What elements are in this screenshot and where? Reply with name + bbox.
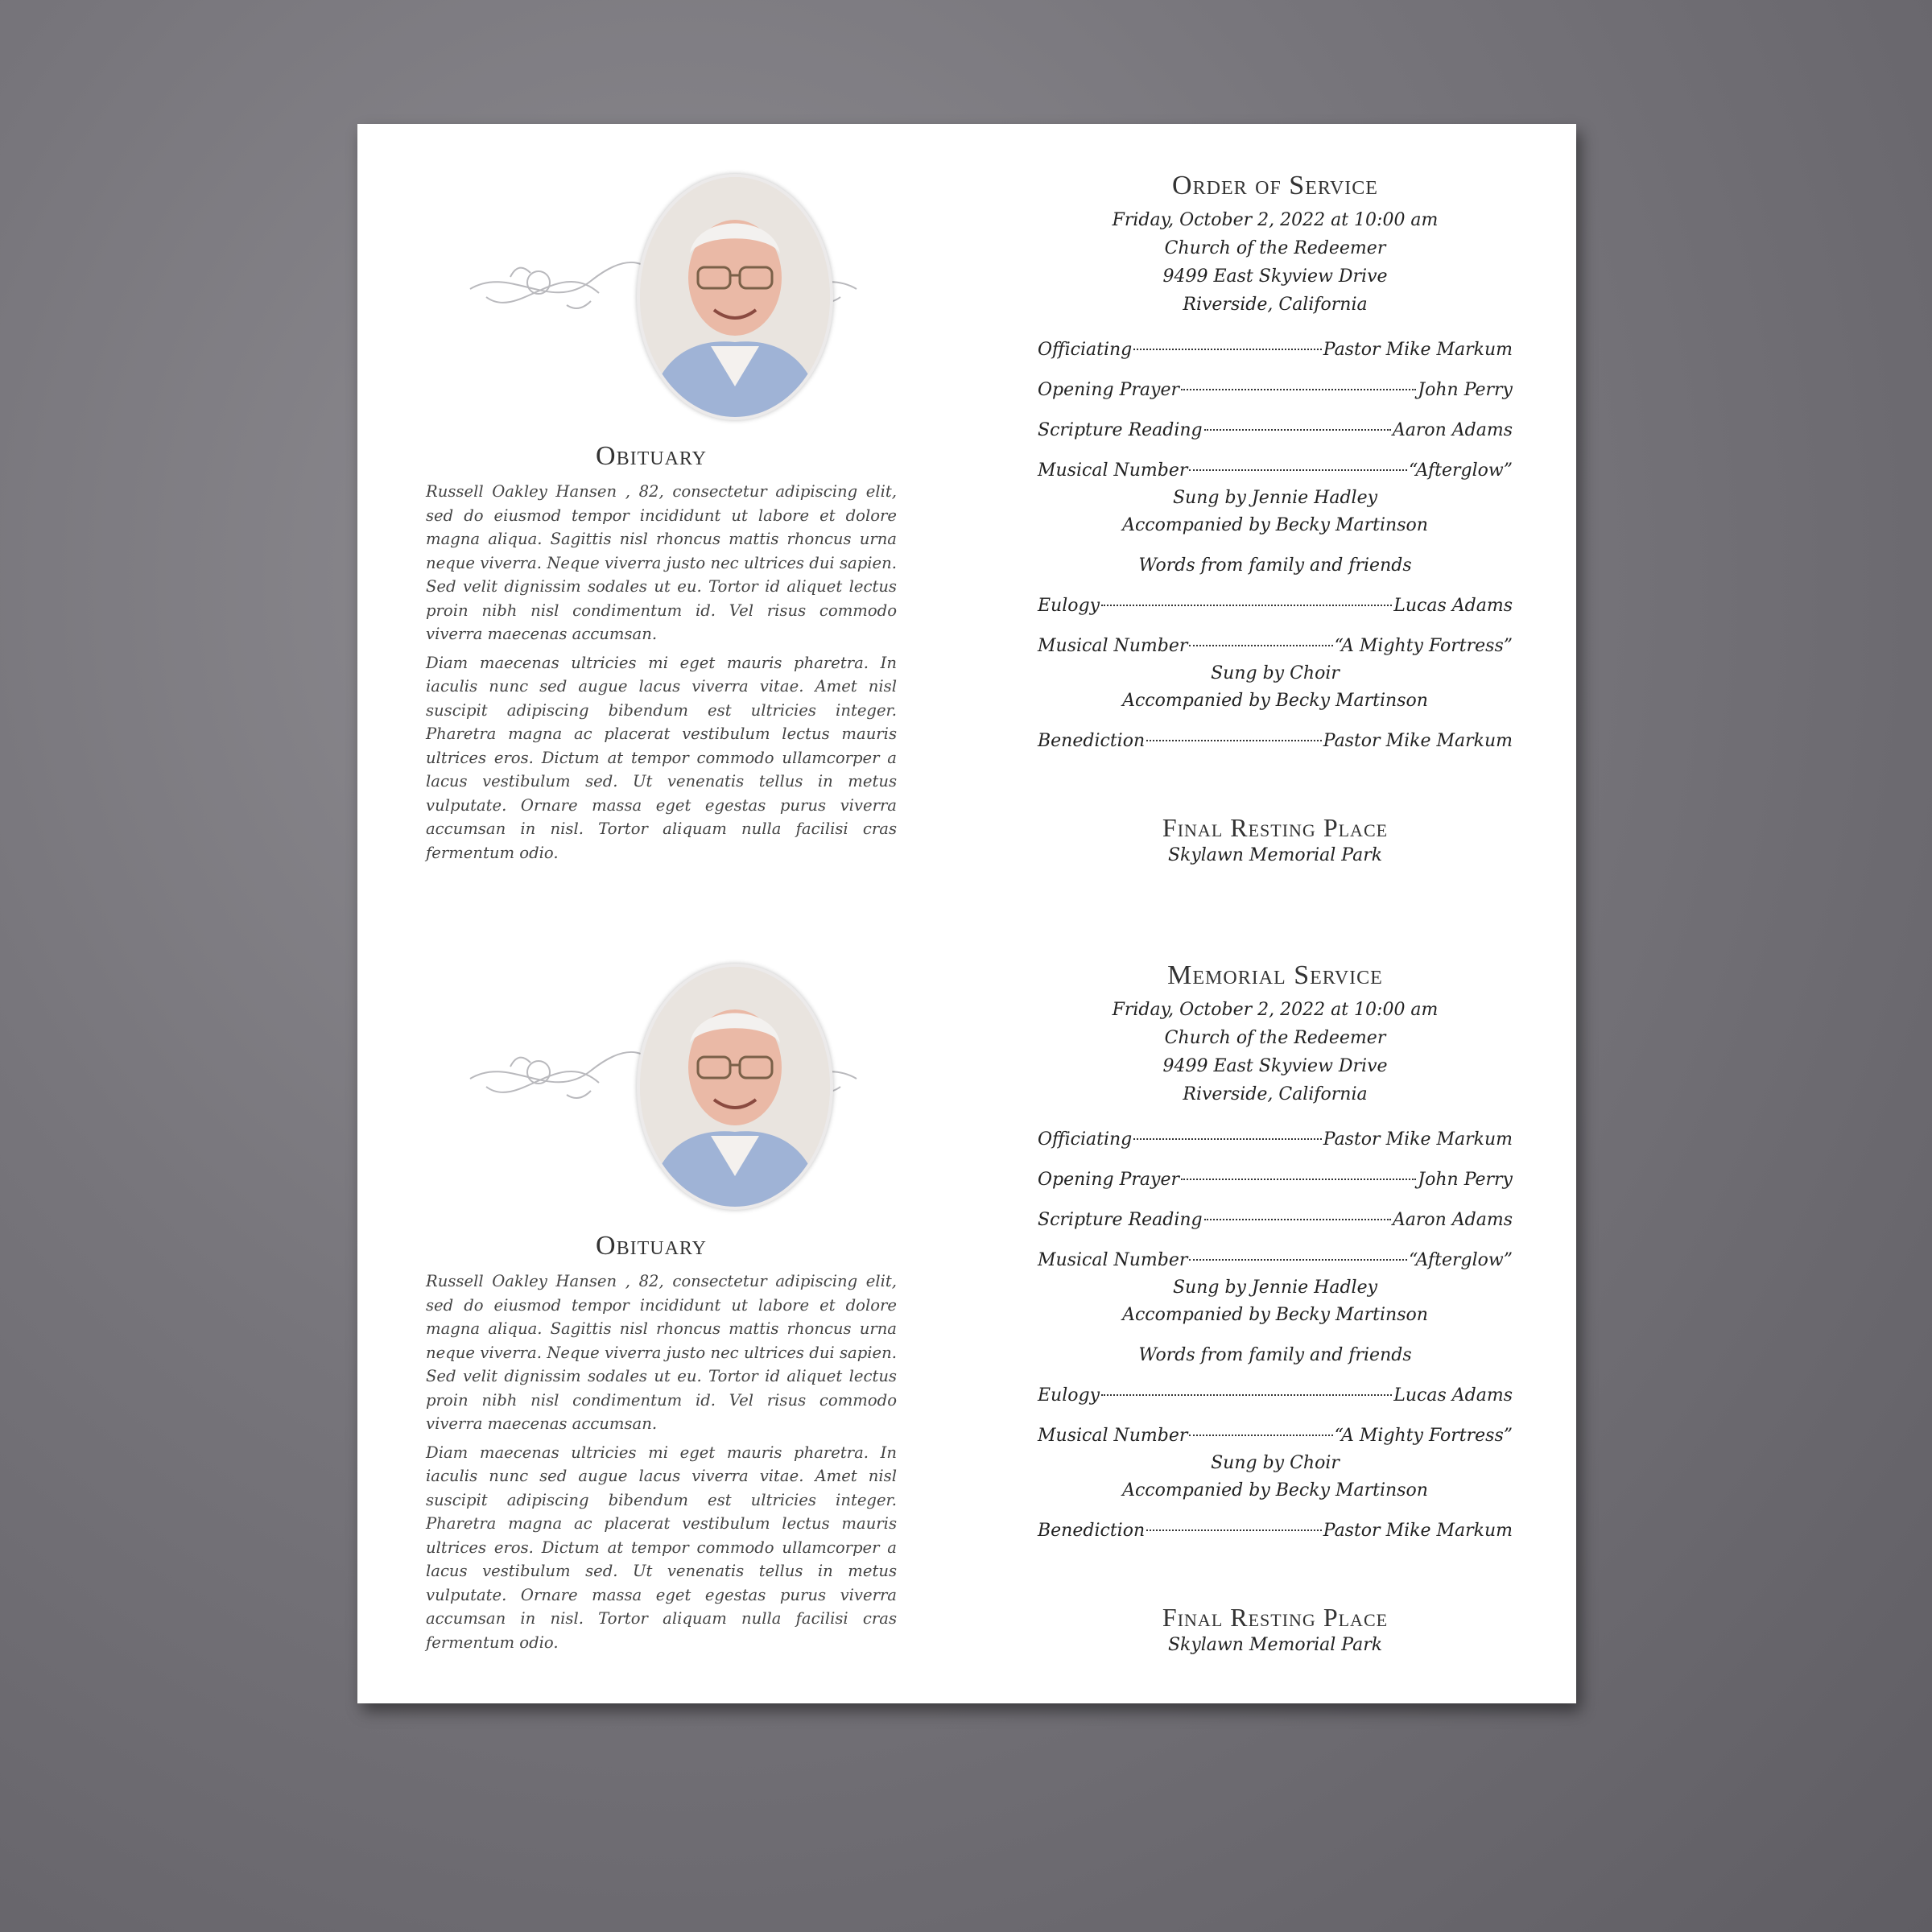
leader-dots	[1146, 1530, 1322, 1531]
sung-by: Sung by Jennie Hadley	[1172, 488, 1378, 508]
program-value: Aaron Adams	[1392, 420, 1513, 440]
program-value: Lucas Adams	[1393, 1385, 1513, 1406]
service-details	[1038, 996, 1513, 1108]
program-panel-bottom	[357, 914, 1576, 1703]
program-value: Aaron Adams	[1392, 1210, 1513, 1230]
service-address: 9499 East Skyview Drive	[1162, 1056, 1388, 1076]
program-row-scripture	[1038, 417, 1513, 444]
program-value: Pastor Mike Markum	[1323, 1521, 1513, 1541]
service-date: Friday, October 2, 2022 at 10:00 am	[1112, 1000, 1439, 1020]
obituary-paragraph: Diam maecenas ultricies mi eget mauris pharetra. In iaculis nunc sed augue lacus viverra vitae. Amet nisl suscipit adipiscing bibendum est ultricies integer. Pharetra magna ac placerat vestibulum lectus mauris ultrices eros. Dictum at tempor commodo ullamcorper a lacus vestibulum sed. Ut venenatis tellus in metus vulputate. Ornare massa eget egestas purus viverra accumsan in nisl. Tortor aliquam nulla facilisi cras fermentum odio.	[426, 653, 897, 862]
service-city: Riverside, California	[1183, 295, 1368, 315]
accompanied-by: Accompanied by Becky Martinson	[1122, 1480, 1428, 1501]
program-value: “A Mighty Fortress”	[1334, 1426, 1513, 1446]
obituary-paragraph: Diam maecenas ultricies mi eget mauris pharetra. In iaculis nunc sed augue lacus viverra vitae. Amet nisl suscipit adipiscing bibendum est ultricies integer. Pharetra magna ac placerat vestibulum lectus mauris ultrices eros. Dictum at tempor commodo ullamcorper a lacus vestibulum sed. Ut venenatis tellus in metus vulputate. Ornare massa eget egestas purus viverra accumsan in nisl. Tortor aliquam nulla facilisi cras fermentum odio.	[426, 1443, 897, 1652]
program-row-musical-1	[1038, 1247, 1513, 1274]
service-column	[1038, 914, 1521, 1703]
service-venue: Church of the Redeemer	[1164, 238, 1386, 258]
service-column	[1038, 124, 1521, 914]
program-value: “Afterglow”	[1409, 460, 1513, 481]
program-row-benediction	[1038, 728, 1513, 755]
leader-dots	[1189, 1259, 1407, 1261]
leader-dots	[1181, 389, 1416, 390]
final-resting-place: Skylawn Memorial Park	[1167, 1635, 1383, 1655]
leader-dots	[1146, 740, 1322, 741]
service-venue: Church of the Redeemer	[1164, 1028, 1386, 1048]
program-panel-top	[357, 124, 1576, 914]
program-label: Opening Prayer	[1038, 380, 1179, 400]
program-value: Pastor Mike Markum	[1323, 340, 1513, 360]
program-row-musical-1	[1038, 457, 1513, 485]
words-family-friends: Words from family and friends	[1138, 555, 1412, 576]
leader-dots	[1189, 645, 1332, 646]
program-label: Scripture Reading	[1038, 1210, 1203, 1230]
leader-dots	[1133, 349, 1321, 350]
accompanied-by: Accompanied by Becky Martinson	[1122, 515, 1428, 535]
leader-dots	[1189, 1435, 1332, 1436]
sung-by: Sung by Choir	[1211, 663, 1340, 683]
program-value: Lucas Adams	[1393, 596, 1513, 616]
program-row-musical-2	[1038, 633, 1513, 660]
program-label: Musical Number	[1038, 636, 1188, 656]
obituary-paragraph: Russell Oakley Hansen , 82, consectetur adipiscing elit, sed do eiusmod tempor incididunt ut labore et dolore magna aliqua. Sagittis nisl rhoncus mattis rhoncus urna neque viverra. Neque viverra justo nec ultrices dui sapien. Sed velit dignissim sodales ut eu. Tortor id aliquet lectus proin nibh nisl condimentum id. Vel risus commodo viverra maecenas accumsan.	[426, 482, 897, 643]
leader-dots	[1204, 1219, 1391, 1220]
program-label: Musical Number	[1038, 1426, 1188, 1446]
program-value: John Perry	[1418, 380, 1513, 400]
service-address: 9499 East Skyview Drive	[1162, 266, 1388, 287]
service-details	[1038, 206, 1513, 319]
service-title: Order of Service	[1172, 171, 1378, 200]
program-row-eulogy	[1038, 592, 1513, 620]
service-city: Riverside, California	[1183, 1084, 1368, 1104]
leader-dots	[1101, 605, 1392, 606]
final-resting-title: Final Resting Place	[1162, 813, 1389, 842]
words-family-friends: Words from family and friends	[1138, 1345, 1412, 1365]
program-value: John Perry	[1418, 1170, 1513, 1190]
leader-dots	[1204, 429, 1391, 431]
obituary-title: Obituary	[596, 441, 707, 471]
program-label: Musical Number	[1038, 1250, 1188, 1270]
program-label: Officiating	[1038, 1129, 1133, 1150]
program-row-benediction	[1038, 1517, 1513, 1545]
program-label: Eulogy	[1038, 1385, 1100, 1406]
leader-dots	[1181, 1179, 1416, 1180]
program-row-scripture	[1038, 1207, 1513, 1234]
obituary-text	[426, 480, 897, 869]
program-row-officiating	[1038, 1126, 1513, 1154]
accompanied-by: Accompanied by Becky Martinson	[1122, 1305, 1428, 1325]
program-row-opening-prayer	[1038, 1166, 1513, 1194]
program-sheet	[357, 124, 1576, 1703]
final-resting-title: Final Resting Place	[1162, 1603, 1389, 1632]
program-value: Pastor Mike Markum	[1323, 731, 1513, 751]
program-row-musical-2	[1038, 1422, 1513, 1450]
program-row-officiating	[1038, 336, 1513, 364]
obituary-title: Obituary	[596, 1231, 707, 1261]
program-value: Pastor Mike Markum	[1323, 1129, 1513, 1150]
program-value: “A Mighty Fortress”	[1334, 636, 1513, 656]
program-row-eulogy	[1038, 1382, 1513, 1410]
program-row-opening-prayer	[1038, 377, 1513, 404]
deceased-portrait	[637, 964, 833, 1210]
obituary-text	[426, 1269, 897, 1659]
leader-dots	[1133, 1138, 1321, 1140]
leader-dots	[1101, 1394, 1392, 1396]
program-label: Benediction	[1038, 1521, 1146, 1541]
accompanied-by: Accompanied by Becky Martinson	[1122, 691, 1428, 711]
program-label: Benediction	[1038, 731, 1146, 751]
deceased-portrait	[637, 174, 833, 420]
program-value: “Afterglow”	[1409, 1250, 1513, 1270]
program-label: Scripture Reading	[1038, 420, 1203, 440]
sung-by: Sung by Jennie Hadley	[1172, 1278, 1378, 1298]
service-title: Memorial Service	[1167, 960, 1383, 990]
program-label: Musical Number	[1038, 460, 1188, 481]
obituary-column	[426, 124, 897, 914]
obituary-paragraph: Russell Oakley Hansen , 82, consectetur adipiscing elit, sed do eiusmod tempor incididunt ut labore et dolore magna aliqua. Sagittis nisl rhoncus mattis rhoncus urna neque viverra. Neque viverra justo nec ultrices dui sapien. Sed velit dignissim sodales ut eu. Tortor id aliquet lectus proin nibh nisl condimentum id. Vel risus commodo viverra maecenas accumsan.	[426, 1272, 897, 1433]
leader-dots	[1189, 469, 1407, 471]
program-list	[1038, 1126, 1513, 1545]
sung-by: Sung by Choir	[1211, 1453, 1340, 1473]
obituary-column	[426, 914, 897, 1703]
program-list	[1038, 336, 1513, 755]
service-date: Friday, October 2, 2022 at 10:00 am	[1112, 210, 1439, 230]
program-label: Opening Prayer	[1038, 1170, 1179, 1190]
program-label: Eulogy	[1038, 596, 1100, 616]
final-resting-place: Skylawn Memorial Park	[1167, 845, 1383, 865]
program-label: Officiating	[1038, 340, 1133, 360]
